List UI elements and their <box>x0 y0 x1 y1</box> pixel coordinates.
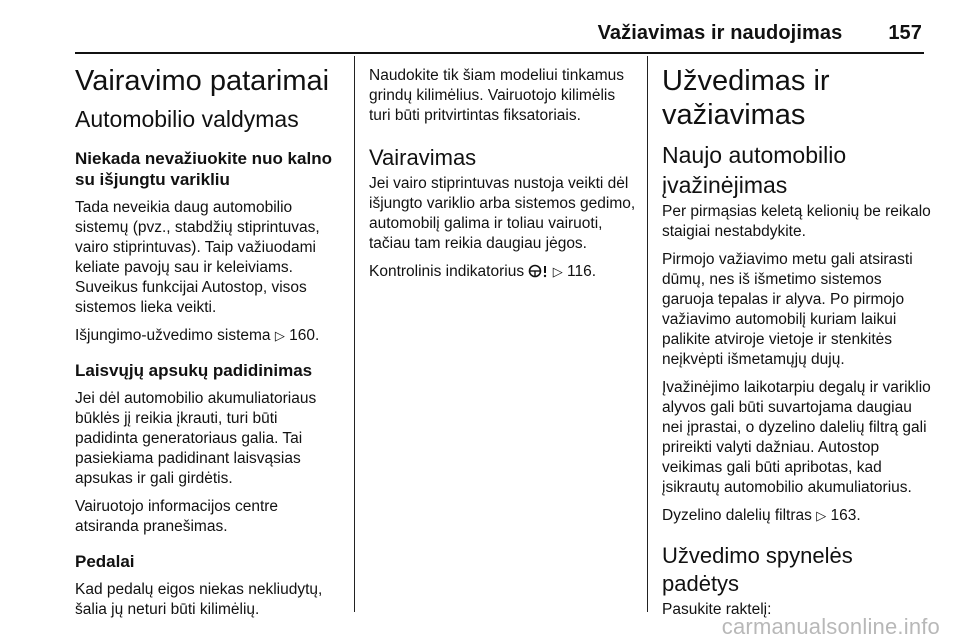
paragraph-ref: Išjungimo-užvedimo sistema ▷ 160. <box>75 327 320 344</box>
paragraph: Pirmojo važiavimo metu gali atsirasti dūmų, nes iš išmetimo sistemos garuoja tepalas ir alyva. Po pirmojo važiavimo automobilį kuriam laikui palikite atviroje vietoje ir stenkitės neįkvėpti išmetamųjų dujų. <box>662 251 913 368</box>
header-rule <box>75 52 924 54</box>
paragraph: Jei vairo stiprintuvas nustoja veikti dėl išjungto variklio arba sistemos gedimo, automobilį galima ir toliau vairuoti, tačiau tam reikia daugiau jėgos. <box>369 175 636 252</box>
paragraph: Pasukite raktelį: <box>662 601 772 618</box>
paragraph: Jei dėl automobilio akumuliatoriaus būklės jį reikia įkrauti, turi būti padidinta generatoriaus galia. Tai pasiekiama padidinant laisvąsias apsukas ir gali girdėtis. <box>75 390 317 487</box>
subsection-title: Automobilio valdymas <box>75 106 299 132</box>
page-header <box>0 22 922 45</box>
subsection-title: Vairavimas <box>369 145 477 170</box>
section-title: Užvedimas ir važiavimas <box>662 65 830 131</box>
column-middle <box>369 56 639 282</box>
steering-warning-icon <box>528 264 548 278</box>
topic-heading: Pedalai <box>75 552 135 571</box>
reference-arrow-icon: ▷ <box>274 328 285 343</box>
paragraph: Per pirmąsias keletą kelionių be reikalo staigiai nestabdykite. <box>662 203 931 240</box>
subsection-title: Naujo automobilio įvažinėjimas <box>662 142 847 198</box>
subsection-title: Užvedimo spynelės padėtys <box>662 543 853 596</box>
topic-heading: Laisvųjų apsukų padidinimas <box>75 361 313 380</box>
column-divider <box>354 56 355 612</box>
paragraph-ref: Kontrolinis indikatorius ▷ 116. <box>369 263 597 280</box>
paragraph: Tada neveikia daug automobilio sistemų (pvz., stabdžių stiprintuvas, vairo stiprintuvas). Taip važiuodami keliate pavojų sau ir keleiviams. Suveikus funkcijai Autostop, visos sistemos lieka veikti. <box>75 199 320 316</box>
section-title: Vairavimo patarimai <box>75 65 330 97</box>
paragraph: Kad pedalų eigos niekas nekliudytų, šalia jų neturi būti kilimėlių. <box>75 581 323 618</box>
topic-heading: Niekada nevažiuokite nuo kalno su išjungtu varikliu <box>75 149 332 189</box>
header-title: Važiavimas ir naudojimas <box>597 22 843 44</box>
reference-arrow-icon: ▷ <box>816 508 827 523</box>
paragraph: Įvažinėjimo laikotarpiu degalų ir variklio alyvos gali būti suvartojama daugiau nei įprastai, o dyzelino dalelių filtrą gali prireikti valyti dažniau. Autostop veikimas gali būti apribotas, kad įsikrautų automobilio akumuliatorius. <box>662 379 931 496</box>
watermark: carmanualsonline.info <box>721 614 940 639</box>
paragraph-ref: Dyzelino dalelių filtras ▷ 163. <box>662 507 861 524</box>
paragraph: Naudokite tik šiam modeliui tinkamus grindų kilimėlius. Vairuotojo kilimėlis turi būti pritvirtintas fiksatoriais. <box>369 67 624 124</box>
column-left <box>75 56 340 620</box>
paragraph: Vairuotojo informacijos centre atsiranda pranešimas. <box>75 498 279 535</box>
column-divider <box>647 56 648 612</box>
column-right <box>662 56 932 620</box>
page-number: 157 <box>888 22 922 44</box>
reference-arrow-icon: ▷ <box>552 264 563 279</box>
